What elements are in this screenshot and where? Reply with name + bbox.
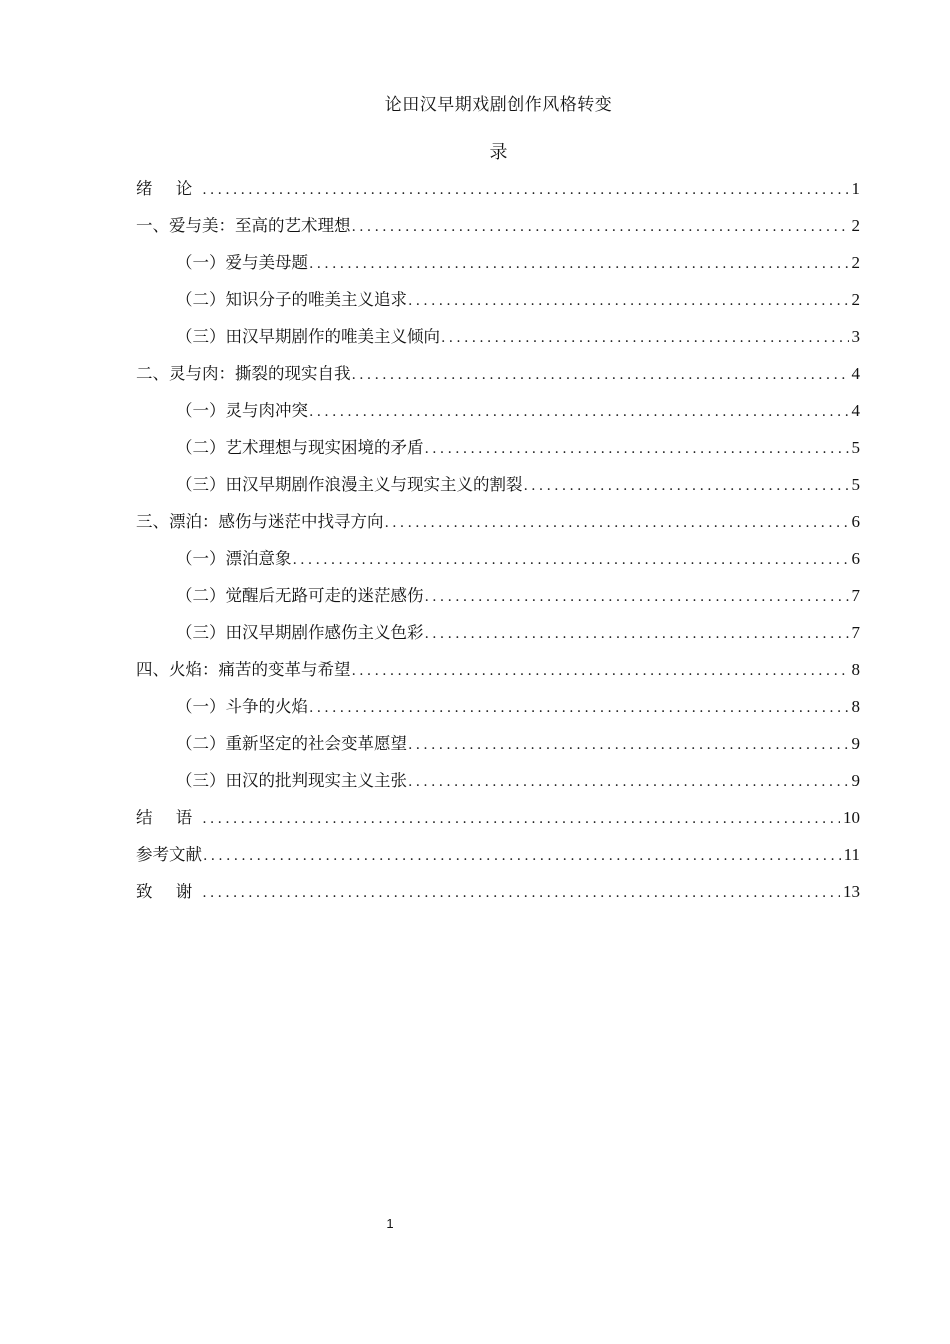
toc-entry-label: （一）爱与美母题 (176, 253, 308, 272)
toc-entry-page: 5 (851, 438, 860, 457)
toc-entry-page: 6 (851, 512, 860, 531)
toc-dot-leader (441, 320, 849, 357)
toc-dot-leader (408, 764, 849, 801)
toc-entry-label: 致 谢 (136, 882, 202, 901)
toc-dot-leader (309, 690, 849, 727)
toc-entry-label: （三）田汉的批判现实主义主张 (176, 771, 407, 790)
toc-entry-label: （一）斗争的火焰 (176, 697, 308, 716)
toc-entry-label: （三）田汉早期剧作感伤主义色彩 (176, 623, 424, 642)
toc-entry-page: 13 (843, 882, 860, 901)
toc-dot-leader (352, 357, 849, 394)
toc-entry-label: （一）灵与肉冲突 (176, 401, 308, 420)
toc-entry-page: 10 (843, 808, 860, 827)
toc-entry-label: 四、火焰：痛苦的变革与希望 (136, 660, 351, 679)
toc-entry[interactable] (136, 688, 860, 725)
toc-dot-leader (352, 653, 849, 690)
toc-dot-leader (309, 394, 849, 431)
toc-entry-label: （二）觉醒后无路可走的迷茫感伤 (176, 586, 424, 605)
toc-dot-leader (385, 505, 849, 542)
toc-dot-leader (524, 468, 849, 505)
toc-entry[interactable] (136, 836, 860, 873)
toc-entry-label: （三）田汉早期剧作浪漫主义与现实主义的割裂 (176, 475, 523, 494)
toc-entry-page: 3 (851, 327, 860, 346)
toc-dot-leader (202, 801, 840, 838)
toc-entry-label: 三、漂泊：感伤与迷茫中找寻方向 (136, 512, 384, 531)
toc-entry-page: 9 (851, 734, 860, 753)
toc-entry-label: （三）田汉早期剧作的唯美主义倾向 (176, 327, 440, 346)
toc-dot-leader (425, 579, 849, 616)
toc-entry-page: 11 (843, 845, 860, 864)
toc-entry[interactable] (136, 762, 860, 799)
toc-entry[interactable] (136, 392, 860, 429)
toc-entry-page: 2 (851, 290, 860, 309)
toc-dot-leader (203, 838, 841, 875)
toc-entry[interactable] (136, 281, 860, 318)
toc-dot-leader (425, 431, 849, 468)
toc-dot-leader (352, 209, 849, 246)
document-title: 论田汉早期戏剧创作风格转变 (384, 95, 613, 115)
toc-entry-label: （二）知识分子的唯美主义追求 (176, 290, 407, 309)
page-number: 1 (386, 1216, 394, 1231)
toc-entry-page: 9 (851, 771, 860, 790)
toc-entry[interactable] (136, 170, 860, 207)
table-of-contents (136, 170, 860, 910)
toc-entry-label: （二）艺术理想与现实困境的矛盾 (176, 438, 424, 457)
toc-entry[interactable] (136, 651, 860, 688)
toc-entry-page: 7 (851, 586, 860, 605)
toc-entry[interactable] (136, 503, 860, 540)
toc-entry[interactable] (136, 873, 860, 910)
toc-entry-label: （二）重新坚定的社会变革愿望 (176, 734, 407, 753)
toc-dot-leader (408, 727, 849, 764)
toc-entry[interactable] (136, 540, 860, 577)
toc-entry-page: 6 (851, 549, 860, 568)
toc-entry[interactable] (136, 318, 860, 355)
toc-entry[interactable] (136, 577, 860, 614)
toc-heading: 录 (489, 142, 508, 163)
toc-entry-page: 8 (851, 697, 860, 716)
toc-entry-page: 2 (851, 216, 860, 235)
toc-dot-leader (425, 616, 849, 653)
toc-dot-leader (202, 172, 848, 209)
toc-dot-leader (202, 875, 840, 912)
toc-entry[interactable] (136, 355, 860, 392)
toc-entry[interactable] (136, 466, 860, 503)
toc-entry-page: 5 (851, 475, 860, 494)
toc-dot-leader (309, 246, 849, 283)
toc-entry-page: 4 (851, 401, 860, 420)
toc-entry[interactable] (136, 725, 860, 762)
toc-entry-label: 参考文献 (136, 845, 202, 864)
toc-entry-page: 1 (851, 179, 860, 198)
toc-entry-page: 7 (851, 623, 860, 642)
toc-entry-page: 4 (851, 364, 860, 383)
toc-dot-leader (408, 283, 849, 320)
toc-entry[interactable] (136, 244, 860, 281)
toc-entry-label: 结 语 (136, 808, 202, 827)
toc-entry-label: 一、爱与美：至高的艺术理想 (136, 216, 351, 235)
toc-entry[interactable] (136, 207, 860, 244)
toc-entry[interactable] (136, 799, 860, 836)
toc-entry-page: 2 (851, 253, 860, 272)
toc-entry-label: 二、灵与肉：撕裂的现实自我 (136, 364, 351, 383)
toc-entry[interactable] (136, 429, 860, 466)
toc-dot-leader (293, 542, 849, 579)
toc-entry[interactable] (136, 614, 860, 651)
toc-entry-page: 8 (851, 660, 860, 679)
toc-entry-label: 绪 论 (136, 179, 202, 198)
toc-entry-label: （一）漂泊意象 (176, 549, 292, 568)
